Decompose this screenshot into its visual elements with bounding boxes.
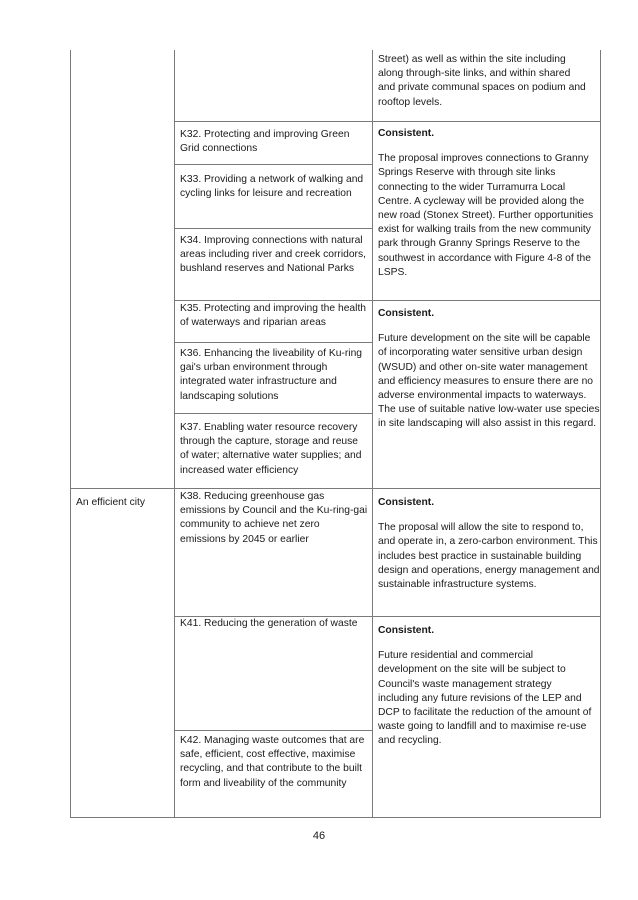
- row-divider: [174, 121, 601, 122]
- table-divider-col2: [372, 50, 373, 818]
- response-water: [378, 307, 600, 432]
- action-k32: K32. Protecting and improving Green Grid connections: [180, 129, 350, 155]
- continuation-line: and private communal spaces on podium and: [378, 82, 586, 94]
- row-divider: [174, 228, 372, 229]
- response-body: Future residential and commercial development on the site will be subject to Council's waste management strategy including any future revisions of the LEP and DCP to facilitate the reduction of the amount of waste going to landfill and to maximise re-use and recycling.: [378, 650, 592, 747]
- row-divider: [174, 164, 372, 165]
- table-border-left: [70, 50, 71, 818]
- continuation-line: rooftop levels.: [378, 96, 443, 108]
- continuation-text: [378, 53, 598, 110]
- continuation-line: Street) as well as within the site including: [378, 54, 566, 65]
- row-divider: [174, 413, 372, 414]
- action-k33: K33. Providing a network of walking and cycling links for leisure and recreation: [180, 174, 364, 200]
- response-heading: Consistent.: [378, 308, 435, 319]
- action-k41: K41. Reducing the generation of waste: [180, 618, 358, 629]
- response-green-grid: [378, 127, 598, 280]
- continuation-line: along through-site links, and within shared: [378, 68, 571, 80]
- row-divider: [174, 730, 372, 731]
- action-k37: K37. Enabling water resource recovery through the capture, storage and reuse of water; alternative water supplies; and increased water efficiency: [180, 422, 362, 476]
- response-waste: [378, 624, 594, 749]
- table-border-right: [600, 50, 601, 818]
- row-divider: [70, 488, 601, 489]
- action-k42: K42. Managing waste outcomes that are safe, efficient, cost effective, maximise recycling, and that contribute to the built form and liveability of the community: [180, 735, 365, 789]
- action-k36: K36. Enhancing the liveability of Ku-ring gai's urban environment through integrated water infrastructure and landscaping solutions: [180, 348, 363, 402]
- response-emissions: [378, 496, 600, 592]
- response-body: Future development on the site will be capable of incorporating water sensitive urban design (WSUD) and other on-site water management and efficiency measures to ensure there are no adverse environmental impacts to waterways. The use of suitable native low-water use species in site landscaping will also assist in this regard.: [378, 333, 600, 430]
- row-divider: [174, 300, 601, 301]
- response-body: The proposal will allow the site to respond to, and operate in, a zero-carbon environment. This includes best practice in sustainable building design and operations, energy management and sustainable infrastructure systems.: [378, 522, 600, 591]
- action-k38: K38. Reducing greenhouse gas emissions by Council and the Ku-ring-gai community to achieve net zero emissions by 2045 or earlier: [180, 491, 368, 545]
- row-divider: [174, 342, 372, 343]
- response-heading: Consistent.: [378, 128, 435, 139]
- action-k34: K34. Improving connections with natural areas including river and creek corridors, bushland reserves and National Parks: [180, 235, 366, 275]
- page-number: 46: [312, 830, 326, 842]
- table-border-bottom: [70, 817, 601, 818]
- response-body: The proposal improves connections to Granny Springs Reserve with through site links connecting to the wider Turramurra Local Centre. A cycleway will be provided along the new road (Stonex Street). Further opportunities exist for walking trails from the new community park through Granny Springs Reserve to the southwest in accordance with Figure 4-8 of the LSPS.: [378, 153, 594, 278]
- table-divider-col1: [174, 50, 175, 818]
- action-k35: K35. Protecting and improving the health of waterways and riparian areas: [180, 303, 367, 329]
- response-heading: Consistent.: [378, 625, 435, 636]
- theme-efficient-city: An efficient city: [76, 497, 146, 508]
- response-heading: Consistent.: [378, 497, 435, 508]
